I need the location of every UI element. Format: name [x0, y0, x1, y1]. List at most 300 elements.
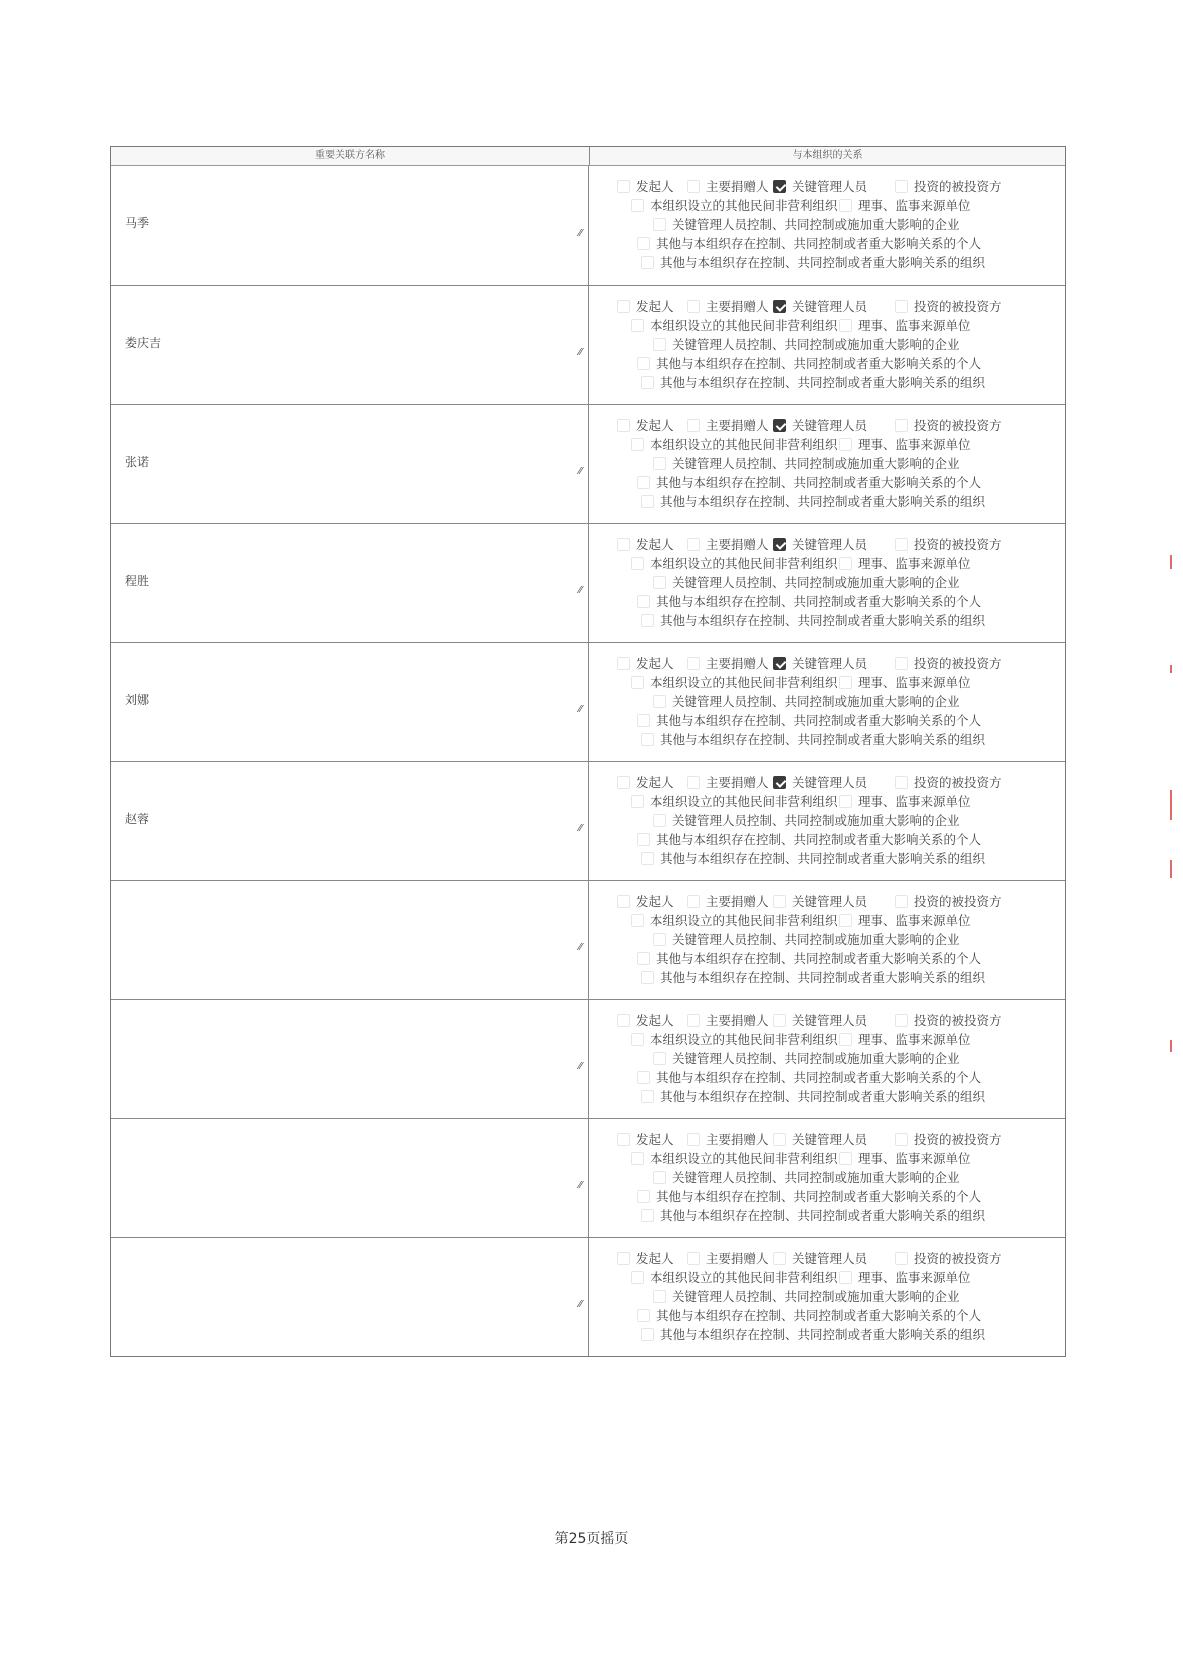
option-label: 本组织设立的其他民间非营利组织 — [650, 437, 838, 452]
option-key-manager[interactable] — [773, 892, 867, 910]
table-header — [111, 147, 1065, 166]
option-npo[interactable] — [631, 316, 838, 334]
option-other-person[interactable] — [637, 949, 981, 967]
option-investee[interactable] — [895, 297, 1002, 315]
option-label: 主要捐赠人 — [706, 1251, 769, 1266]
option-label: 其他与本组织存在控制、共同控制或者重大影响关系的个人 — [656, 236, 982, 251]
option-label: 发起人 — [636, 894, 674, 909]
checkbox[interactable] — [895, 180, 908, 193]
option-label: 关键管理人员控制、共同控制或施加重大影响的企业 — [672, 1170, 960, 1185]
option-label: 投资的被投资方 — [914, 894, 1002, 909]
option-other-person[interactable] — [637, 1306, 981, 1324]
checkbox[interactable] — [839, 914, 852, 927]
checkbox[interactable] — [617, 538, 630, 551]
checkbox[interactable] — [895, 776, 908, 789]
relation-cell — [589, 881, 1065, 999]
option-council-source[interactable] — [839, 911, 971, 929]
checkbox[interactable] — [641, 1328, 654, 1341]
checkbox[interactable] — [617, 895, 630, 908]
checkbox[interactable] — [617, 1133, 630, 1146]
relation-cell — [589, 405, 1065, 523]
checkbox[interactable] — [631, 795, 644, 808]
option-investee[interactable] — [895, 535, 1002, 553]
option-founder[interactable] — [617, 773, 674, 791]
checkbox[interactable] — [773, 1014, 786, 1027]
name-field[interactable] — [111, 762, 589, 880]
option-major-donor[interactable] — [687, 892, 769, 910]
option-major-donor[interactable] — [687, 1249, 769, 1267]
checkbox[interactable] — [839, 1033, 852, 1046]
name-field[interactable] — [111, 643, 589, 761]
option-label: 本组织设立的其他民间非营利组织 — [650, 1032, 838, 1047]
option-label: 本组织设立的其他民间非营利组织 — [650, 1270, 838, 1285]
checkbox[interactable] — [687, 538, 700, 551]
option-label: 投资的被投资方 — [914, 1251, 1002, 1266]
name-field[interactable] — [111, 1000, 589, 1118]
option-founder[interactable] — [617, 892, 674, 910]
checkbox[interactable] — [653, 457, 666, 470]
option-label: 发起人 — [636, 418, 674, 433]
option-label: 主要捐赠人 — [706, 299, 769, 314]
table-row — [111, 761, 1065, 880]
option-founder[interactable] — [617, 297, 674, 315]
checkbox[interactable] — [653, 814, 666, 827]
resize-handle-icon[interactable]: ⁄⁄ — [578, 228, 582, 239]
option-label: 发起人 — [636, 1251, 674, 1266]
option-other-org[interactable] — [641, 1325, 985, 1343]
option-label: 投资的被投资方 — [914, 418, 1002, 433]
checkbox[interactable] — [773, 180, 786, 193]
option-major-donor[interactable] — [687, 177, 769, 195]
checkbox[interactable] — [687, 895, 700, 908]
option-label: 理事、监事来源单位 — [858, 437, 971, 452]
option-label: 理事、监事来源单位 — [858, 556, 971, 571]
checkbox[interactable] — [895, 419, 908, 432]
option-other-org[interactable] — [641, 1206, 985, 1224]
option-label: 关键管理人员控制、共同控制或施加重大影响的企业 — [672, 217, 960, 232]
option-founder[interactable] — [617, 1130, 674, 1148]
resize-handle-icon[interactable]: ⁄⁄ — [578, 347, 582, 358]
option-npo[interactable] — [631, 1030, 838, 1048]
option-investee[interactable] — [895, 1011, 1002, 1029]
option-other-person[interactable] — [637, 234, 981, 252]
option-council-source[interactable] — [839, 554, 971, 572]
checkbox[interactable] — [653, 695, 666, 708]
option-label: 投资的被投资方 — [914, 299, 1002, 314]
party-name: 程胜 — [125, 574, 150, 588]
checkbox[interactable] — [637, 476, 650, 489]
option-council-source[interactable] — [839, 196, 971, 214]
checkbox[interactable] — [773, 776, 786, 789]
option-investee[interactable] — [895, 177, 1002, 195]
resize-handle-icon[interactable]: ⁄⁄ — [578, 585, 582, 596]
option-label: 关键管理人员 — [792, 537, 868, 552]
option-key-controlled[interactable] — [653, 335, 960, 353]
checkbox[interactable] — [637, 952, 650, 965]
checkbox[interactable] — [617, 1252, 630, 1265]
option-label: 理事、监事来源单位 — [858, 198, 971, 213]
checkbox[interactable] — [773, 419, 786, 432]
checkbox[interactable] — [653, 1290, 666, 1303]
party-name: 赵蓉 — [125, 812, 150, 826]
option-label: 关键管理人员 — [792, 299, 868, 314]
checkbox[interactable] — [641, 852, 654, 865]
checkbox[interactable] — [617, 419, 630, 432]
checkbox[interactable] — [631, 1152, 644, 1165]
checkbox[interactable] — [895, 895, 908, 908]
option-label: 本组织设立的其他民间非营利组织 — [650, 556, 838, 571]
resize-handle-icon[interactable]: ⁄⁄ — [578, 466, 582, 477]
relation-cell — [589, 762, 1065, 880]
option-label: 关键管理人员控制、共同控制或施加重大影响的企业 — [672, 813, 960, 828]
option-npo[interactable] — [631, 673, 838, 691]
option-label: 其他与本组织存在控制、共同控制或者重大影响关系的个人 — [656, 832, 982, 847]
checkbox[interactable] — [773, 1252, 786, 1265]
option-key-controlled[interactable] — [653, 1287, 960, 1305]
option-label: 其他与本组织存在控制、共同控制或者重大影响关系的组织 — [660, 970, 986, 985]
option-npo[interactable] — [631, 196, 838, 214]
checkbox[interactable] — [839, 319, 852, 332]
option-other-person[interactable] — [637, 830, 981, 848]
checkbox[interactable] — [687, 419, 700, 432]
checkbox[interactable] — [631, 199, 644, 212]
table-row — [111, 1237, 1065, 1356]
checkbox[interactable] — [653, 1052, 666, 1065]
page-footer: 第25页摇页 — [554, 1531, 629, 1547]
option-label: 其他与本组织存在控制、共同控制或者重大影响关系的组织 — [660, 1208, 986, 1223]
option-key-manager[interactable] — [773, 773, 867, 791]
checkbox[interactable] — [773, 895, 786, 908]
option-key-controlled[interactable] — [653, 930, 960, 948]
option-council-source[interactable] — [839, 1149, 971, 1167]
option-key-manager[interactable] — [773, 297, 867, 315]
option-founder[interactable] — [617, 177, 674, 195]
party-name: 张诺 — [125, 455, 150, 469]
option-key-manager[interactable] — [773, 177, 867, 195]
option-founder[interactable] — [617, 654, 674, 672]
option-founder[interactable] — [617, 416, 674, 434]
checkbox[interactable] — [631, 676, 644, 689]
option-label: 其他与本组织存在控制、共同控制或者重大影响关系的个人 — [656, 356, 982, 371]
option-label: 主要捐赠人 — [706, 775, 769, 790]
checkbox[interactable] — [641, 1209, 654, 1222]
checkbox[interactable] — [641, 1090, 654, 1103]
option-investee[interactable] — [895, 773, 1002, 791]
option-label: 其他与本组织存在控制、共同控制或者重大影响关系的个人 — [656, 1308, 982, 1323]
resize-handle-icon[interactable]: ⁄⁄ — [578, 1061, 582, 1072]
option-label: 本组织设立的其他民间非营利组织 — [650, 198, 838, 213]
checkbox[interactable] — [839, 557, 852, 570]
checkbox[interactable] — [637, 1071, 650, 1084]
option-label: 其他与本组织存在控制、共同控制或者重大影响关系的个人 — [656, 1189, 982, 1204]
checkbox[interactable] — [617, 657, 630, 670]
option-founder[interactable] — [617, 1249, 674, 1267]
option-npo[interactable] — [631, 1268, 838, 1286]
checkbox[interactable] — [839, 1152, 852, 1165]
checkbox[interactable] — [653, 338, 666, 351]
option-key-controlled[interactable] — [653, 1168, 960, 1186]
option-label: 关键管理人员控制、共同控制或施加重大影响的企业 — [672, 932, 960, 947]
option-other-person[interactable] — [637, 592, 981, 610]
option-label: 理事、监事来源单位 — [858, 1151, 971, 1166]
option-other-person[interactable] — [637, 354, 981, 372]
option-key-manager[interactable] — [773, 535, 867, 553]
option-label: 关键管理人员 — [792, 418, 868, 433]
checkbox[interactable] — [641, 733, 654, 746]
option-label: 主要捐赠人 — [706, 179, 769, 194]
option-other-person[interactable] — [637, 1187, 981, 1205]
checkbox[interactable] — [653, 933, 666, 946]
checkbox[interactable] — [631, 557, 644, 570]
checkbox[interactable] — [687, 657, 700, 670]
option-label: 发起人 — [636, 179, 674, 194]
scan-edge-mark — [1170, 665, 1172, 673]
option-major-donor[interactable] — [687, 1130, 769, 1148]
checkbox[interactable] — [637, 1309, 650, 1322]
option-key-controlled[interactable] — [653, 1049, 960, 1067]
option-label: 理事、监事来源单位 — [858, 1032, 971, 1047]
table-row — [111, 880, 1065, 999]
relation-cell — [589, 166, 1065, 285]
option-label: 关键管理人员控制、共同控制或施加重大影响的企业 — [672, 337, 960, 352]
checkbox[interactable] — [631, 1033, 644, 1046]
checkbox[interactable] — [895, 1014, 908, 1027]
option-council-source[interactable] — [839, 316, 971, 334]
option-key-controlled[interactable] — [653, 454, 960, 472]
option-npo[interactable] — [631, 792, 838, 810]
resize-handle-icon[interactable]: ⁄⁄ — [578, 1299, 582, 1310]
checkbox[interactable] — [637, 237, 650, 250]
option-key-controlled[interactable] — [653, 573, 960, 591]
checkbox[interactable] — [617, 1014, 630, 1027]
option-label: 关键管理人员 — [792, 1132, 868, 1147]
checkbox[interactable] — [687, 1133, 700, 1146]
resize-handle-icon[interactable]: ⁄⁄ — [578, 942, 582, 953]
option-other-org[interactable] — [641, 253, 985, 271]
option-major-donor[interactable] — [687, 416, 769, 434]
checkbox[interactable] — [687, 776, 700, 789]
option-investee[interactable] — [895, 654, 1002, 672]
option-label: 其他与本组织存在控制、共同控制或者重大影响关系的组织 — [660, 732, 986, 747]
checkbox[interactable] — [773, 1133, 786, 1146]
option-label: 主要捐赠人 — [706, 1132, 769, 1147]
option-label: 投资的被投资方 — [914, 656, 1002, 671]
option-major-donor[interactable] — [687, 1011, 769, 1029]
table-row — [111, 166, 1065, 285]
option-label: 其他与本组织存在控制、共同控制或者重大影响关系的组织 — [660, 375, 986, 390]
checkbox[interactable] — [895, 1133, 908, 1146]
option-npo[interactable] — [631, 435, 838, 453]
option-investee[interactable] — [895, 1130, 1002, 1148]
checkbox[interactable] — [895, 538, 908, 551]
checkbox[interactable] — [839, 795, 852, 808]
option-label: 本组织设立的其他民间非营利组织 — [650, 1151, 838, 1166]
checkbox[interactable] — [687, 300, 700, 313]
option-label: 本组织设立的其他民间非营利组织 — [650, 675, 838, 690]
checkbox[interactable] — [631, 1271, 644, 1284]
checkbox[interactable] — [687, 1252, 700, 1265]
checkbox[interactable] — [839, 438, 852, 451]
option-key-controlled[interactable] — [653, 811, 960, 829]
option-npo[interactable] — [631, 911, 838, 929]
option-label: 其他与本组织存在控制、共同控制或者重大影响关系的组织 — [660, 255, 986, 270]
option-key-manager[interactable] — [773, 1249, 867, 1267]
option-other-org[interactable] — [641, 849, 985, 867]
option-other-person[interactable] — [637, 711, 981, 729]
option-label: 投资的被投资方 — [914, 1132, 1002, 1147]
name-field[interactable] — [111, 1238, 589, 1356]
checkbox[interactable] — [839, 676, 852, 689]
option-founder[interactable] — [617, 535, 674, 553]
option-label: 关键管理人员 — [792, 656, 868, 671]
option-label: 其他与本组织存在控制、共同控制或者重大影响关系的组织 — [660, 1089, 986, 1104]
option-other-org[interactable] — [641, 968, 985, 986]
checkbox[interactable] — [895, 1252, 908, 1265]
header-relation: 与本组织的关系 — [792, 150, 863, 161]
option-major-donor[interactable] — [687, 297, 769, 315]
option-key-manager[interactable] — [773, 1130, 867, 1148]
option-other-org[interactable] — [641, 492, 985, 510]
option-label: 关键管理人员 — [792, 1251, 868, 1266]
option-other-person[interactable] — [637, 473, 981, 491]
name-field[interactable] — [111, 1119, 589, 1237]
checkbox[interactable] — [839, 199, 852, 212]
checkbox[interactable] — [895, 657, 908, 670]
option-label: 理事、监事来源单位 — [858, 913, 971, 928]
table-row — [111, 404, 1065, 523]
option-label: 其他与本组织存在控制、共同控制或者重大影响关系的个人 — [656, 594, 982, 609]
checkbox[interactable] — [617, 300, 630, 313]
checkbox[interactable] — [773, 657, 786, 670]
relation-cell — [589, 643, 1065, 761]
option-label: 其他与本组织存在控制、共同控制或者重大影响关系的个人 — [656, 951, 982, 966]
option-label: 本组织设立的其他民间非营利组织 — [650, 318, 838, 333]
checkbox[interactable] — [637, 833, 650, 846]
option-council-source[interactable] — [839, 1030, 971, 1048]
checkbox[interactable] — [631, 438, 644, 451]
option-investee[interactable] — [895, 892, 1002, 910]
name-field[interactable] — [111, 286, 589, 404]
option-key-manager[interactable] — [773, 654, 867, 672]
option-label: 理事、监事来源单位 — [858, 1270, 971, 1285]
option-other-org[interactable] — [641, 1087, 985, 1105]
option-npo[interactable] — [631, 1149, 838, 1167]
checkbox[interactable] — [637, 1190, 650, 1203]
checkbox[interactable] — [773, 300, 786, 313]
resize-handle-icon[interactable]: ⁄⁄ — [578, 823, 582, 834]
checkbox[interactable] — [641, 376, 654, 389]
option-investee[interactable] — [895, 1249, 1002, 1267]
scan-edge-mark — [1170, 860, 1172, 878]
option-label: 理事、监事来源单位 — [858, 794, 971, 809]
party-name: 娄庆吉 — [125, 336, 162, 350]
name-field[interactable] — [111, 166, 589, 285]
option-major-donor[interactable] — [687, 535, 769, 553]
resize-handle-icon[interactable]: ⁄⁄ — [578, 704, 582, 715]
option-other-org[interactable] — [641, 611, 985, 629]
option-npo[interactable] — [631, 554, 838, 572]
checkbox[interactable] — [617, 180, 630, 193]
checkbox[interactable] — [641, 256, 654, 269]
checkbox[interactable] — [641, 614, 654, 627]
resize-handle-icon[interactable]: ⁄⁄ — [578, 1180, 582, 1191]
relation-cell — [589, 286, 1065, 404]
option-label: 其他与本组织存在控制、共同控制或者重大影响关系的组织 — [660, 851, 986, 866]
header-name: 重要关联方名称 — [111, 147, 590, 165]
option-label: 投资的被投资方 — [914, 537, 1002, 552]
option-key-controlled[interactable] — [653, 692, 960, 710]
option-other-org[interactable] — [641, 730, 985, 748]
scan-edge-mark — [1170, 1040, 1172, 1052]
option-major-donor[interactable] — [687, 773, 769, 791]
option-label: 其他与本组织存在控制、共同控制或者重大影响关系的组织 — [660, 1327, 986, 1342]
option-label: 其他与本组织存在控制、共同控制或者重大影响关系的个人 — [656, 1070, 982, 1085]
option-label: 主要捐赠人 — [706, 894, 769, 909]
checkbox[interactable] — [637, 714, 650, 727]
checkbox[interactable] — [773, 538, 786, 551]
option-other-person[interactable] — [637, 1068, 981, 1086]
scan-edge-mark — [1170, 790, 1172, 820]
option-label: 其他与本组织存在控制、共同控制或者重大影响关系的组织 — [660, 613, 986, 628]
option-label: 发起人 — [636, 299, 674, 314]
checkbox[interactable] — [653, 576, 666, 589]
checkbox[interactable] — [653, 218, 666, 231]
checkbox[interactable] — [631, 914, 644, 927]
option-label: 关键管理人员 — [792, 1013, 868, 1028]
option-investee[interactable] — [895, 416, 1002, 434]
checkbox[interactable] — [637, 357, 650, 370]
option-label: 关键管理人员控制、共同控制或施加重大影响的企业 — [672, 1289, 960, 1304]
name-field[interactable] — [111, 881, 589, 999]
checkbox[interactable] — [687, 180, 700, 193]
option-label: 主要捐赠人 — [706, 656, 769, 671]
option-council-source[interactable] — [839, 435, 971, 453]
table-row — [111, 999, 1065, 1118]
option-label: 发起人 — [636, 1132, 674, 1147]
related-parties-table — [110, 146, 1066, 1357]
option-major-donor[interactable] — [687, 654, 769, 672]
checkbox[interactable] — [641, 971, 654, 984]
table-row — [111, 642, 1065, 761]
checkbox[interactable] — [653, 1171, 666, 1184]
option-label: 发起人 — [636, 537, 674, 552]
option-label: 投资的被投资方 — [914, 1013, 1002, 1028]
option-label: 理事、监事来源单位 — [858, 675, 971, 690]
checkbox[interactable] — [641, 495, 654, 508]
option-label: 理事、监事来源单位 — [858, 318, 971, 333]
option-council-source[interactable] — [839, 673, 971, 691]
option-key-controlled[interactable] — [653, 215, 960, 233]
name-field[interactable] — [111, 405, 589, 523]
checkbox[interactable] — [895, 300, 908, 313]
checkbox[interactable] — [617, 776, 630, 789]
checkbox[interactable] — [637, 595, 650, 608]
checkbox[interactable] — [631, 319, 644, 332]
option-key-manager[interactable] — [773, 416, 867, 434]
option-label: 关键管理人员控制、共同控制或施加重大影响的企业 — [672, 456, 960, 471]
option-council-source[interactable] — [839, 792, 971, 810]
checkbox[interactable] — [839, 1271, 852, 1284]
option-council-source[interactable] — [839, 1268, 971, 1286]
checkbox[interactable] — [687, 1014, 700, 1027]
option-label: 其他与本组织存在控制、共同控制或者重大影响关系的组织 — [660, 494, 986, 509]
option-label: 主要捐赠人 — [706, 537, 769, 552]
option-founder[interactable] — [617, 1011, 674, 1029]
option-key-manager[interactable] — [773, 1011, 867, 1029]
option-label: 其他与本组织存在控制、共同控制或者重大影响关系的个人 — [656, 713, 982, 728]
option-other-org[interactable] — [641, 373, 985, 391]
name-field[interactable] — [111, 524, 589, 642]
